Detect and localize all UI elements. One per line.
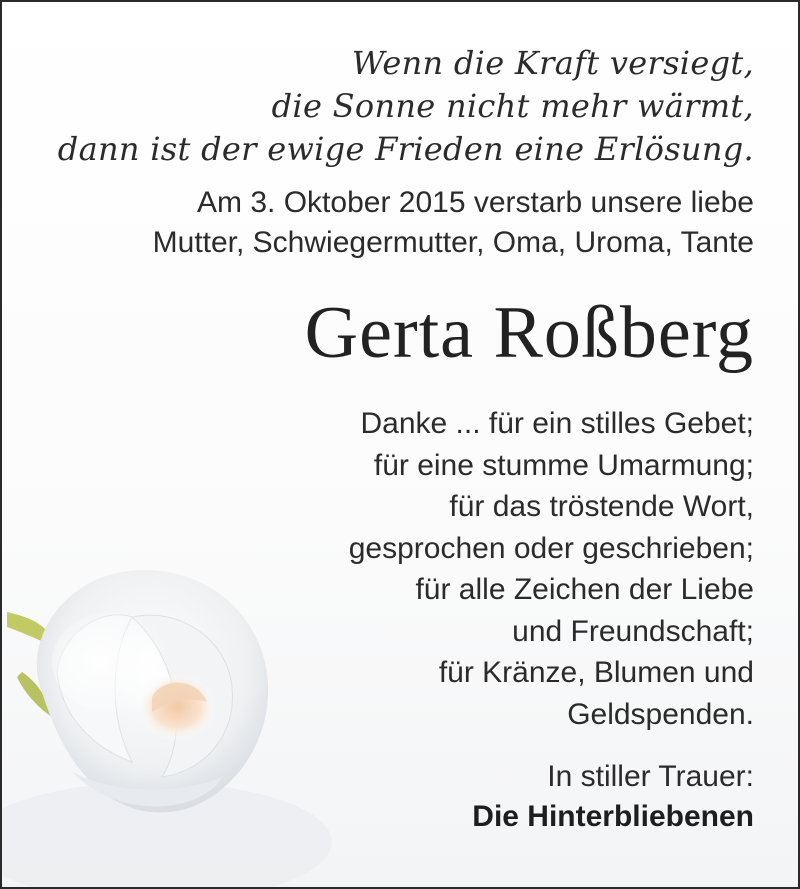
signature: Die Hinterbliebenen <box>472 800 754 833</box>
thanks-line: gesprochen oder geschrieben; <box>348 531 754 565</box>
verse-line: dann ist der ewige Frieden eine Erlösung. <box>57 130 754 168</box>
thanks-line: für alle Zeichen der Liebe <box>415 573 754 606</box>
thanks-line: Danke ... für ein stilles Gebet; <box>360 407 754 440</box>
closing <box>34 757 754 837</box>
verse-line: Wenn die Kraft versiegt, <box>351 44 754 82</box>
mourning-line: In stiller Trauer: <box>547 760 754 793</box>
verse <box>34 42 754 171</box>
announcement-line: Am 3. Oktober 2015 verstarb unsere liebe <box>197 186 754 219</box>
verse-line: die Sonne nicht mehr wärmt, <box>271 87 754 125</box>
thanks-line: Geldspenden. <box>567 697 754 731</box>
thanks-line: für das tröstende Wort, <box>449 490 754 523</box>
deceased-name: Gerta Roßberg <box>304 292 754 374</box>
notice-text <box>34 2 754 837</box>
thanks-line: für Kränze, Blumen und <box>438 656 754 689</box>
announcement-line: Mutter, Schwiegermutter, Oma, Uroma, Tante <box>152 226 754 259</box>
thanks-line: und Freundschaft; <box>512 614 754 648</box>
thanks-text <box>34 403 754 735</box>
death-announcement <box>34 183 754 263</box>
thanks-line: für eine stumme Umarmung; <box>373 448 754 482</box>
